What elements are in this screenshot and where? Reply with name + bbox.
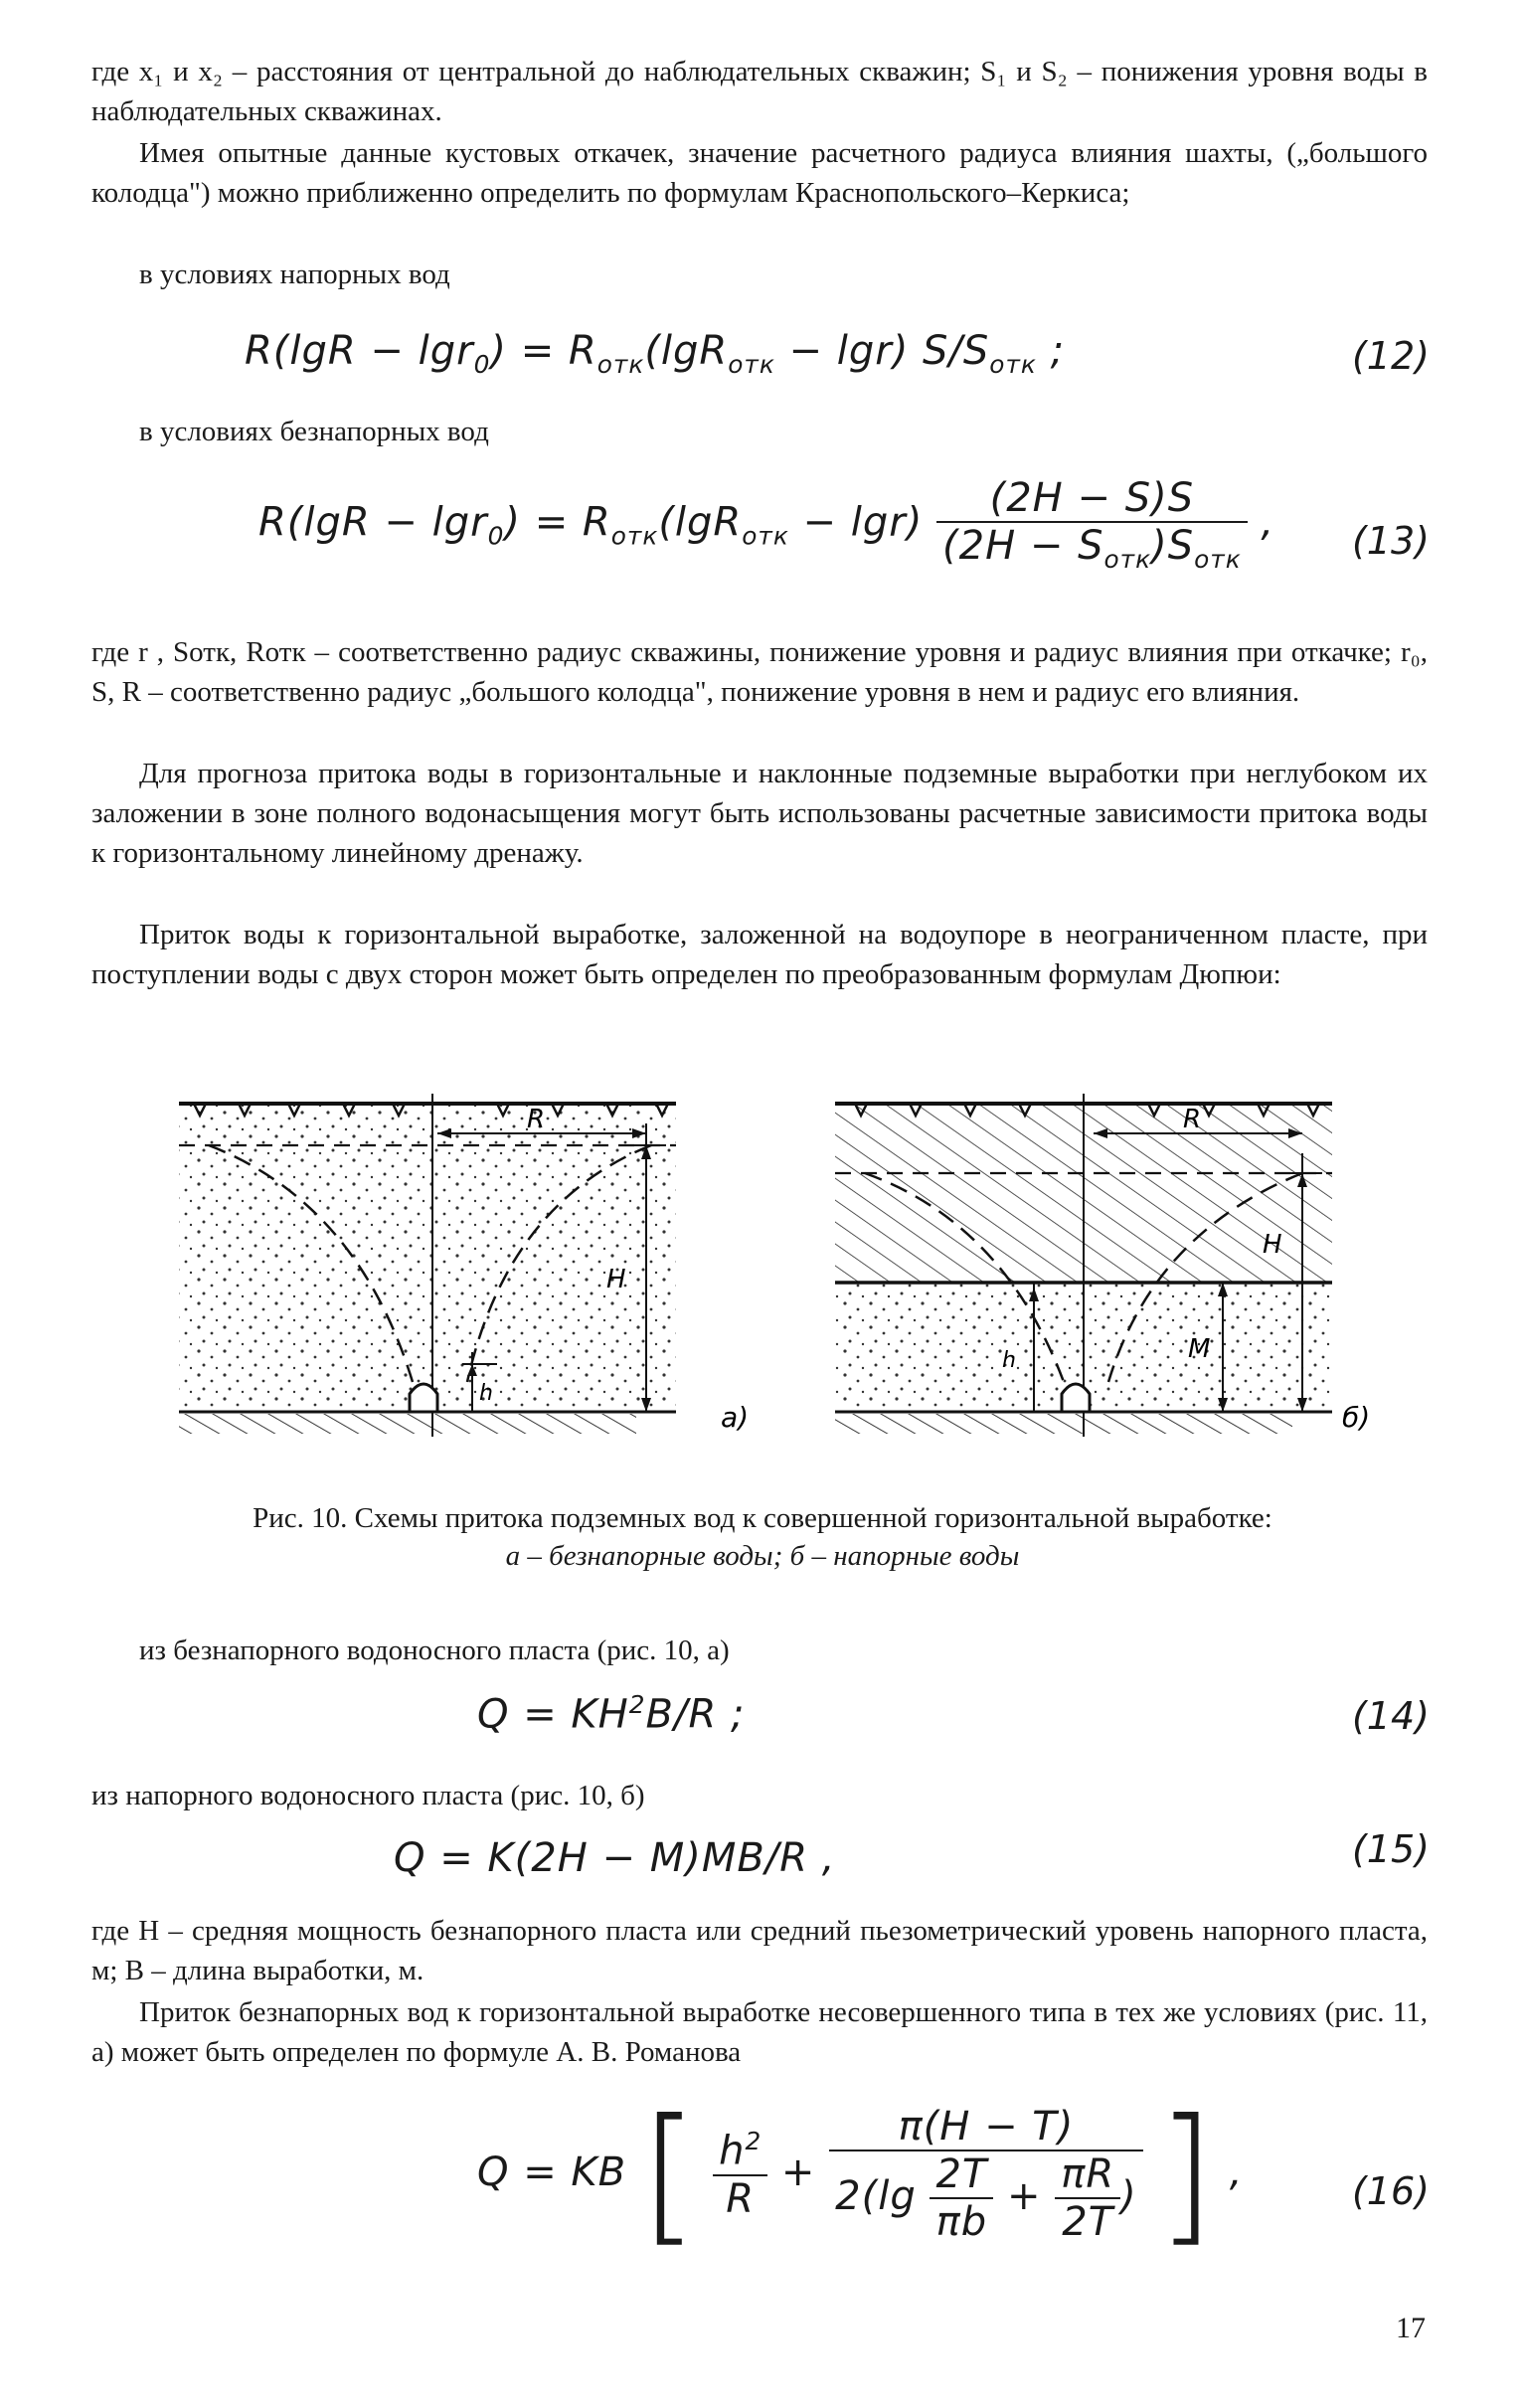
label-h-b: h xyxy=(1002,1348,1016,1373)
equation-12-number: (12) xyxy=(1351,334,1430,378)
equation-14: $Q = KH^2B/R$ ; xyxy=(477,1690,746,1738)
paragraph-symbols: где r , Sотк, Rотк – соответственно радиус скважины, понижение уровня и радиус влияния при откачке; r₀, S, R – соответственно радиус „большого колодца", понижение уровня в нем и радиус его влияния. xyxy=(91,636,1428,708)
label-R-a: R xyxy=(527,1105,546,1134)
label-H-a: H xyxy=(606,1265,626,1294)
label-R-b: R xyxy=(1183,1105,1202,1134)
figure-panel-a xyxy=(179,1094,749,1437)
equation-12: $R(\lg R - \lg r_0) = R_{отк}(\lg R_{отк} - \lg r)$ $S/S_{отк}$ ; xyxy=(245,328,1066,379)
paragraph-romanov: Приток безнапорных вод к горизонтальной выработке несовершенного типа в тех же условиях (рис. 11, а) может быть определен по формуле А. В. Романова xyxy=(91,1996,1428,2068)
label-panel-b: б) xyxy=(1342,1401,1371,1434)
equation-14-number: (14) xyxy=(1351,1694,1430,1738)
equation-16-number: (16) xyxy=(1351,2169,1430,2213)
label-panel-a: а) xyxy=(721,1401,750,1434)
paragraph-nonpressure-lead: в условиях безнапорных вод xyxy=(139,416,489,447)
figure-10 xyxy=(169,1084,1402,1491)
paragraph-dupuit: Приток воды к горизонтальной выработке, заложенной на водоупоре в неограниченном пласте, при поступлении воды с двух сторон может быть определен по преобразованным формулам Дюпюи: xyxy=(91,919,1428,990)
paragraph-radius: Имея опытные данные кустовых откачек, значение расчетного радиуса влияния шахты, („большого колодца") можно приближенно определить по формулам Краснопольского–Керкиса; xyxy=(91,137,1428,209)
figure-caption-line1: Рис. 10. Схемы притока подземных вод к совершенной горизонтальной выработке: xyxy=(253,1502,1272,1534)
equation-16: Q = KB [ $\frac{h^2}{R}$ + π(H − T) 2(lg $\frac{2T}{\pi b}$ + $\frac{\pi R}{2T}$ ) ] , xyxy=(477,2088,1244,2261)
equation-15: Q = K(2H − M)MB/R , xyxy=(394,1835,836,1881)
paragraph-confined-lead: из напорного водоносного пласта (рис. 10, б) xyxy=(91,1780,645,1811)
equation-15-number: (15) xyxy=(1351,1827,1430,1871)
figure-panel-b xyxy=(835,1094,1370,1437)
label-M-b: M xyxy=(1188,1334,1211,1364)
paragraph-wells: где x₁ и x₂ – расстояния от центральной до наблюдательных скважин; S₁ и S₂ – понижения уровня воды в наблюдательных скважинах. xyxy=(91,56,1428,127)
figure-caption-line2: а – безнапорные воды; б – напорные воды xyxy=(505,1540,1020,1572)
equation-13-number: (13) xyxy=(1351,519,1430,563)
equation-13: $R(\lg R - \lg r_0) = R_{отк}(\lg R_{отк} - \lg r)$ $\frac{(2H - S)S}{(2H - S_{отк})S_{отк}}$ , xyxy=(258,475,1275,574)
paragraph-definitions: где H – средняя мощность безнапорного пласта или средний пьезометрический уровень напорного пласта, м; B – длина выработки, м. xyxy=(91,1915,1428,1986)
label-H-b: H xyxy=(1263,1230,1282,1260)
paragraph-forecast: Для прогноза притока воды в горизонтальные и наклонные подземные выработки при неглубоком их заложении в зоне полного водонасыщения могут быть использованы расчетные зависимости притока воды к горизонтальному линейному дренажу. xyxy=(91,758,1428,869)
page-number: 17 xyxy=(1396,2312,1426,2344)
label-h-a: h xyxy=(479,1381,493,1406)
paragraph-pressure-lead: в условиях напорных вод xyxy=(139,258,450,290)
paragraph-unconfined-lead: из безнапорного водоносного пласта (рис. 10, а) xyxy=(139,1634,730,1666)
